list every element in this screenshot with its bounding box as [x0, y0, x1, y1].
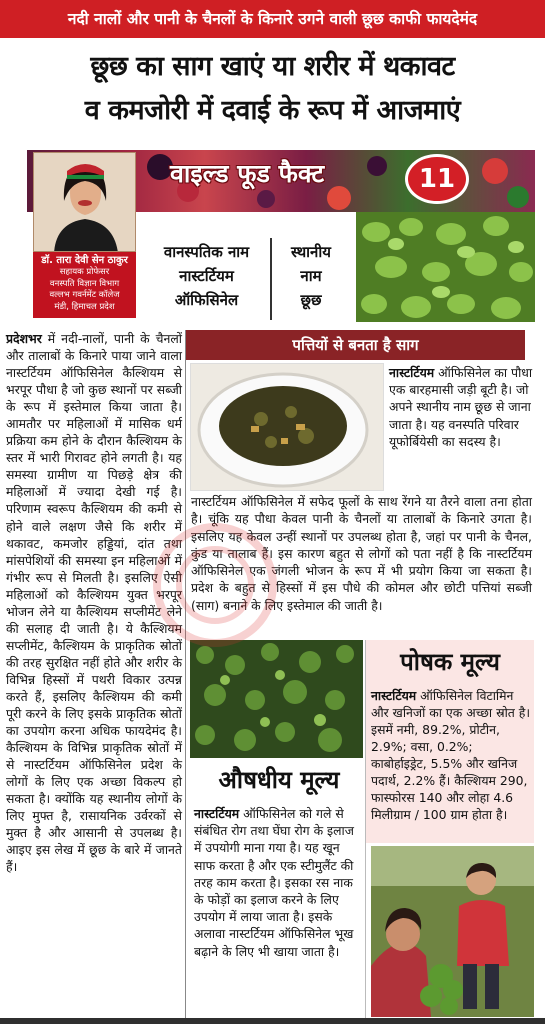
- author-college: वल्लभ गवर्नमेंट कॉलेज: [49, 290, 120, 300]
- medicinal-body: ऑफिसिनेल को गले से संबंधित रोग तथा घेंघा रोग के इलाज में उपयोगी माना गया है। यह खून साफ करता है और एक स्टीमुलैंट की तरह काम करता है। इसका रस नाक के फोड़ों का इलाज करने के लिए उपयोग में लाया जाता है। इसके अलावा नास्टर्टियम ऑफिसिनेल भूख बढ़ाने के लिए भी खाया जाता है।: [194, 806, 354, 959]
- scientific-heading: वानस्पतिक नाम: [163, 243, 250, 261]
- medicinal-lead: नास्टर्टियम: [194, 806, 240, 821]
- series-number-badge: 11: [405, 154, 469, 204]
- author-designation: सहायक प्रोफेसर: [59, 267, 110, 277]
- left-column-body: में नदी-नालों, पानी के चैनलों और तालाबों के किनारे पाया जाने वाला नास्टर्टियम ऑफिसिनेल कैल्शियम से भरपूर पौधा है जो कुछ स्थानों पर सब्जी के रूप में इस्तेमाल किया जाता है। आमतौर पर महिलाओं में मासिक धर्म प्रक्रिया कम होने के दौरान कैल्शियम के स्तर में भारी गिरावट होने लगती है। यह समस्या ग्रामीण या पिछड़े क्षेत्र की महिलाओं में ज्यादा देखी गई है। परिणाम स्वरूप कैल्शियम की कमी से होने वाले लक्षण जैसे कि शरीर में थकावट, कमजोर हड्डियां, दांत तथा मांसपेशियों की समस्या इन महिलाओं में गंभीर रूप से मिलती है। इसलिए ऐसी महिलाओं को कैल्शियम युक्त भरपूर भोजन लेने या कैल्शियम सप्लीमेंट लेने की सलाह दी जाती है। ये कैल्शियम सप्लीमेंट, कैल्शियम के प्राकृतिक स्रोतों की तरह सुरक्षित नहीं होते और शरीर के विभिन्न हिस्सों में पथरी विकार उत्पन्न करते हैं, इसलिए कैल्शियम की कमी पूरी करने के लिए इसके प्राकृतिक स्रोतों का उपयोग करना अधिक फायदेमंद है। कैल्शियम के विभिन्न प्राकृतिक स्रोतों में से नास्टर्टियम ऑफिसिनेल प्रदेश के लोगों के लिए एक अच्छा विकल्प हो सकता है। क्योंकि यह स्थानीय लोगों के लिए मुफ्त है, रासायनिक उर्वरकों से मुक्त है और आसानी से उपलब्ध है। आइए इस लेख में छूछ के बारे में जानते हैं।: [6, 331, 182, 875]
- page-footer-rule: [0, 1018, 545, 1024]
- bottom-column-rule: [365, 640, 366, 1018]
- nutrition-body: ऑफिसिनेल विटामिन और खनिजों का एक अच्छा स्रोत है। इसमें नमी, 89.2%, प्रोटीन, 2.9%; वसा, 0.2%; काबोर्हाइड्रेट, 5.5% और खनिज पदार्थ, 2.2% हैं। कैल्शियम 290, फास्फोरस 140 और लोहा 4.6 मिलीग्राम / 100 ग्राम होता है।: [371, 688, 531, 822]
- author-credit: [33, 252, 136, 318]
- plant-growth-photo: [190, 640, 363, 758]
- plant-intro-body: ऑफिसिनेल का पौधा एक बारहमासी जड़ी बूटी है। जो अपने स्थानीय नाम छूछ से जाना जाता है। यह वनस्पति परिवार यूफोर्बियेसी का सदस्य है।: [389, 365, 533, 449]
- nutrition-text: [371, 687, 531, 823]
- section-heading: पत्तियों से बनता है साग: [186, 330, 525, 360]
- column-rule: [185, 330, 186, 1018]
- plant-intro-text: [389, 364, 533, 450]
- local-name-block: [276, 240, 346, 312]
- local-heading-1: स्थानीय: [291, 243, 331, 261]
- nutrition-lead: नास्टर्टियम: [371, 688, 417, 703]
- saag-dish-photo: [190, 363, 384, 491]
- plant-intro-lead: नास्टर्टियम: [389, 365, 435, 380]
- headline-line-1: छूछ का साग खाएं या शरीर में थकावट: [90, 51, 455, 82]
- woman-and-child-photo: [371, 846, 534, 1017]
- author-place: मंडी, हिमाचल प्रदेश: [54, 301, 115, 312]
- headline-line-2: व कमजोरी में दवाई के रूप में आजमाएं: [84, 95, 461, 126]
- names-divider: [270, 238, 272, 320]
- left-column-lead: प्रदेशभर: [6, 331, 42, 346]
- local-heading-2: नाम: [300, 267, 322, 285]
- watermark-seal: [150, 520, 280, 650]
- scientific-name-genus: नास्टर्टियम: [179, 267, 234, 285]
- leaves-photo: [356, 212, 535, 322]
- scientific-name-block: [144, 240, 269, 312]
- medicinal-title: औषधीय मूल्य: [218, 766, 340, 794]
- kicker-banner: नदी नालों और पानी के चैनलों के किनारे उगने वाली छूछ काफी फायदेमंद: [0, 0, 545, 38]
- scientific-name-species: ऑफिसिनेल: [174, 291, 239, 309]
- plant-habitat-text: नास्टर्टियम ऑफिसिनेल में सफेद फूलों के साथ रेंगने या तैरने वाला तना होता है। चूंकि यह पौधा केवल पानी के चैनलों या तालाबों के किनारे उगता है। इसलिए यह केवल उन्हीं स्थानों पर उपलब्ध होता है, जहां पर पानी के चैनल, कुंड या तालाब हैं। इस कारण बहुत से लोगों को पता नहीं है कि नास्टर्टियम ऑफिसिनेल एक जंगली भोजन के रूप में भी प्रयोग किया जा सकता है। प्रदेश के बहुत से हिस्सों में इस पौधे की कोमल और छोटी पत्तियां सब्जी (साग) बनाने के लिए इस्तेमाल की जाती है।: [191, 494, 532, 613]
- author-department: वनस्पति विज्ञान विभाग: [49, 278, 120, 289]
- author-photo: [33, 152, 136, 252]
- medicinal-text: [194, 805, 362, 960]
- author-name: डॉ. तारा देवी सेन ठाकुर: [41, 255, 128, 266]
- nutrition-title: पोषक मूल्य: [400, 648, 500, 676]
- banner-title: वाइल्ड फूड फैक्ट: [170, 159, 325, 188]
- local-name: छूछ: [300, 291, 322, 309]
